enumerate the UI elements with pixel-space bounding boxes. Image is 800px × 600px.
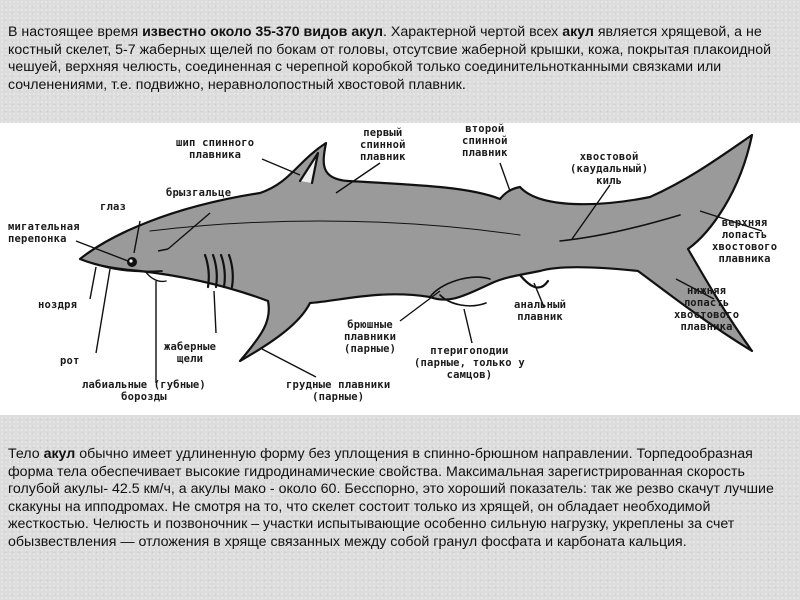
intro-text-3: является хрящевой, а не костный скелет, 5-7 жаберных щелей по бокам от головы, отсутсвие жаберной крышки, кожа, покрытая плакоидной чешуей, верхняя челюсть, соединенная с черепной коробкой только соединительнотканными связками или сочленениями, т.е. подвижно, неравнолопостный хвостовой плавник. [8,24,772,93]
label-second-dorsal: второй спинной плавник [462,123,508,159]
pointer-pterygopodia [464,309,472,343]
label-dorsal-spine: шип спинного плавника [176,137,255,161]
label-spiracle: брызгальце [166,187,232,199]
pointer-spine [262,159,300,175]
label-pterygopodia: птеригоподии (парные, только у самцов) [414,345,525,381]
label-pectoral: грудные плавники (парные) [286,379,391,403]
shark-illustration [0,123,800,415]
label-eye: глаз [100,201,127,213]
label-upper-lobe: верхняя лопасть хвостового плавника [712,217,778,265]
pointer-gill [214,291,216,333]
intro-bold-sharks: акул [562,24,594,40]
anal-fin [520,275,548,288]
label-gill-slits: жаберные щели [164,341,217,365]
shark-anatomy-diagram [0,123,800,415]
intro-text-2: . Характерной чертой всех [383,24,563,40]
label-first-dorsal: первый спинной плавник [360,127,406,163]
intro-bold-species: известно около 35-370 видов акул [142,24,384,40]
pointer-nostril [90,267,96,299]
label-nostril: ноздря [38,299,78,311]
intro-paragraph [8,24,786,94]
pointer-second-dorsal [500,163,510,191]
label-labial: лабиальные (губные) борозды [82,379,206,403]
shark-body-outline [80,135,752,361]
label-mouth: рот [60,355,80,367]
pointer-pectoral [262,349,316,377]
label-anal-fin: анальный плавник [514,299,567,323]
body-paragraph [8,446,786,551]
label-caudal-keel: хвостовой (каудальный) киль [570,151,649,187]
label-nictitating: мигательная перепонка [8,221,80,245]
body-text-2: обычно имеет удлиненную форму без уплощения в спинно-брюшном направлении. Торпедообразная форма тела обеспечивает высокие гидродинамические свойства. Максимальная зарегистрированная скорость голубой акулы- 42.5 км/ч, а акулы мако - около 60. Бесспорно, это хороший показатель: так же резво скачут лучшие скакуны на ипподромах. Не смотря на то, что скелет состоит только из хрящей, он обладает необходимой жесткостью. Челюсть и позвоночник – участки испытывающие особенно сильную нагрузку, укреплены за счет обызвествления — отложения в хряще связанных между собой гранул фосфата и карбоната кальция. [8,446,774,550]
intro-text-1: В настоящее время [8,24,143,40]
body-bold-sharks: акул [43,446,76,462]
label-pelvic: брюшные плавники (парные) [344,319,397,355]
pointer-mouth [96,269,110,353]
label-lower-lobe: нижняя лопасть хвостового плавника [674,285,740,333]
body-text-1: Тело [8,446,44,462]
